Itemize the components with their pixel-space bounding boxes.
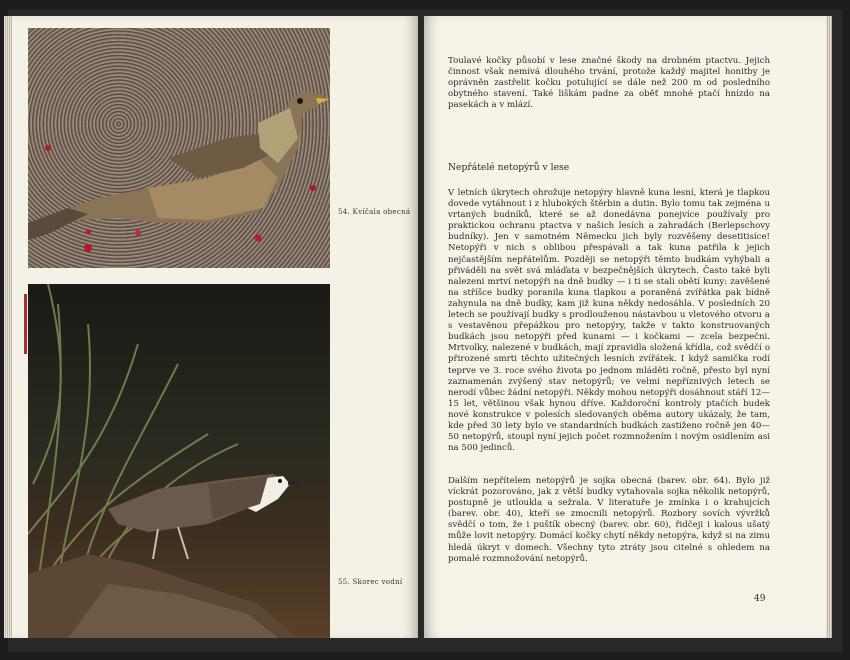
page-edges-right [826, 16, 832, 638]
paragraph-kuna: V letních úkrytech ohrožuje netopýry hlavně kuna lesní, která je tlapkou dovede vytáhnout i z hlubokých štěrbin a dutin. Bylo tomu tak zejména u vrtaných budníků, které se až donedávna ponejvíce používaly pro praktickou ochranu ptactva v našich lesích a zahradách (Berlepschovy budníky). Jen v samotném Německu jich byly rozvěšeny desetitisíce! Netopýři v nich s oblibou přespávali a tak kuna patřila k jejich nejčastějším nepřátelům. Později se netopýři těmto budkám vyhýbali a přiváděli na svět svá mláďata v bezpečnějších úkrytech. Často také byli nalezeni mrtví netopýři na dně budky — i ti se stali obětí kuny: zavěšené na stříšce budky poranila kuna tlapkou a poraněná zvířátka pak bídně zahynula na dně budky, kam již kuna někdy nedosáhla. V posledních 20 letech se používají budky s prodlouženou nástavbou u vletového otvoru a s vestavěnou přepážkou pro netopýry, takže v takto konstruovaných budkách jsou netopýři před kunami — i kočkami — zcela bezpečni. Mrtvolky, nalezené v budkách, mají zpravidla složená křídla, což svědčí o přirozené smrti těchto užitečných lesních zvířátek. I když samička rodí teprve ve 3. roce svého života po jednom mláděti ročně, přesto byl nyní zaznamenán zvýšený stav netopýrů; ve velmi nepříznivých letech se nerodí vůbec žádní netopýři. Někdy mohou netopýři dosáhnout stáří 12—15 let, většinou však hynou dříve. Každoroční kontroly ptačích budek nové konstrukce v polesích sledovaných oběma autory ukázaly, že tam, kde před 30 lety bylo ve standardních budkách zastiženo ročně jen 40—50 netopýrů, stoupl nyní jejich počet rozmnožením i novým osidlením asi na 500 jedinců. [448, 188, 770, 454]
caption-fieldfare: 54. Kvíčala obecná [338, 208, 411, 216]
dipper-illustration [28, 284, 330, 638]
page-number: 49 [754, 594, 766, 604]
right-page [424, 16, 826, 638]
section-heading: Nepřátelé netopýrů v lese [448, 162, 570, 173]
fieldfare-photo [28, 28, 330, 268]
bookmark-tab [24, 294, 27, 354]
dipper-photo [28, 284, 330, 638]
intro-paragraph: Toulavé kočky působí v lese značné škody na drobném ptactvu. Jejich činnost však nemívá dlouhého trvání, protože každý majitel honitby je oprávněn zastřelit kočku potulující se dále než 200 m od posledního obytného stavení. Také liškám padne za oběť mnohé ptačí hnízdo na pasekách a v mlází. [448, 56, 770, 111]
caption-dipper: 55. Skorec vodní [338, 578, 403, 586]
page-edges-left [4, 16, 12, 638]
paragraph-sojka: Dalším nepřítelem netopýrů je sojka obecná (barev. obr. 64). Bylo již víckrát pozorováno, jak z větší budky vytahovala sojka několik netopýrů, postupně je utloukla a sežrala. V literatuře je zmínka i o krahujcích (barev. obr. 40), kteří se zmocnili netopýrů. Rozbory sovích vývržků svědčí o tom, že i puštík obecný (barev. obr. 60), řidčeji i kalous ušatý může lovit netopýry. Domácí kočky chytí někdy netopýra, když si na zimu hledá úkryt v domech. Všechny tyto ztráty jsou citelné s ohledem na pomalé rozmnožování netopýrů. [448, 476, 770, 564]
fieldfare-illustration [28, 28, 330, 268]
left-page [12, 16, 418, 638]
